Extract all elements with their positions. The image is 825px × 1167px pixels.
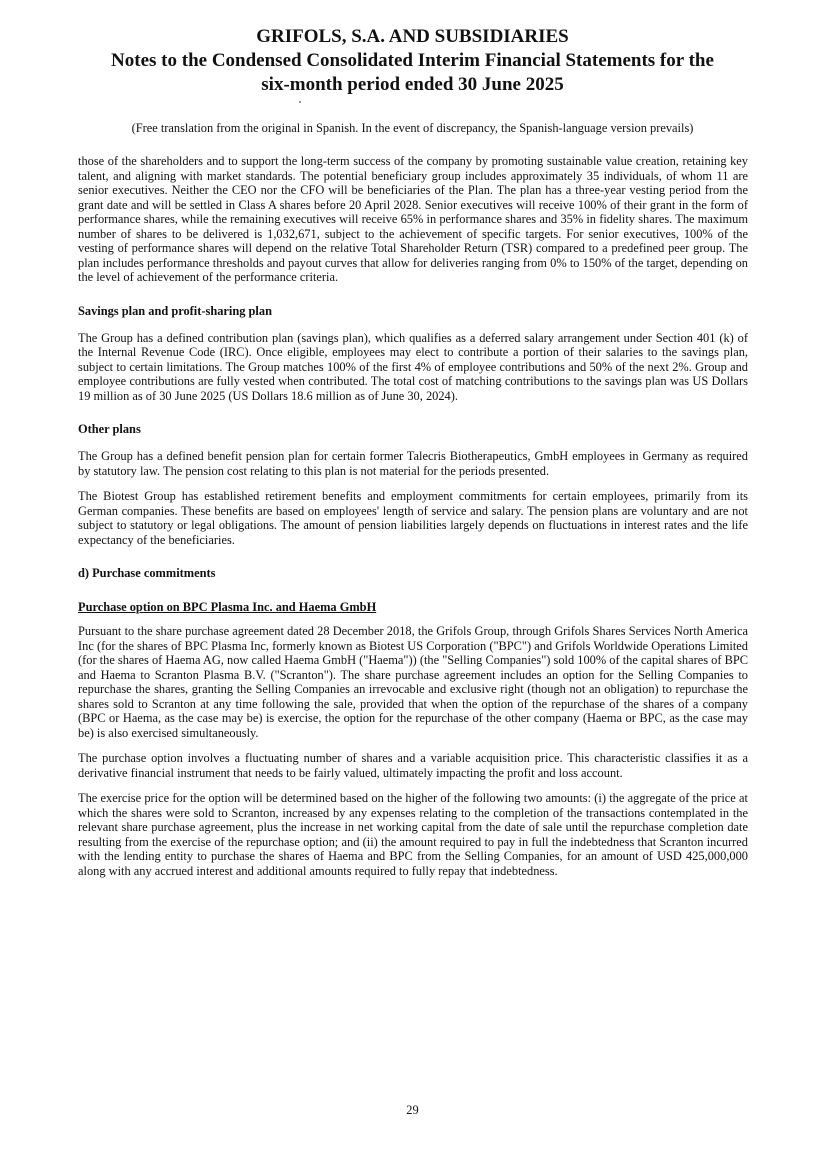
other-plans-paragraph-2: The Biotest Group has established retirement benefits and employment commitments for certain employees, primarily from its German companies. These benefits are based on employees' length of service and salary. The pension plans are voluntary and are not subject to statutory or legal obligations. The amount of pension liabilities largely depends on fluctuations in interest rates and the life expectancy of the beneficiaries. <box>78 489 748 547</box>
translation-note: (Free translation from the original in Spanish. In the event of discrepancy, the Spanish-language version prevails) <box>131 121 694 135</box>
page-number: 29 <box>406 1103 419 1117</box>
intro-paragraph: those of the shareholders and to support the long-term success of the company by promoting sustainable value creation, retaining key talent, and aligning with market standards. The potential beneficiary group includes approximately 35 individuals, of whom 11 are senior executives. Neither the CEO nor the CFO will be beneficiaries of the Plan. The plan has a three-year vesting period from the grant date and will be settled in Class A shares before 20 April 2028. Senior executives will receive 100% of their grant in the form of performance shares, while the remaining executives will receive 65% in performance shares and 35% in fidelity shares. The maximum number of shares to be delivered is 1,032,671, subject to the achievement of specific targets. For senior executives, 100% of the vesting of performance shares will depend on the relative Total Shareholder Return (TSR) compared to a predefined peer group. The plan includes performance thresholds and payout curves that allow for deliveries ranging from 0% to 150% of the target, depending on the level of achievement of the performance criteria. <box>78 154 748 284</box>
page-content <box>78 154 748 878</box>
header-company: GRIFOLS, S.A. AND SUBSIDIARIES <box>256 26 569 47</box>
header-title-line-2: six-month period ended 30 June 2025 <box>261 74 564 95</box>
purchase-option-heading: Purchase option on BPC Plasma Inc. and Haema GmbH <box>78 600 377 614</box>
purchase-option-paragraph-3: The exercise price for the option will be determined based on the higher of the following two amounts: (i) the aggregate of the price at which the shares were sold to Scranton, increased by any expenses relating to the completion of the transactions contemplated in the relevant share purchase agreement, plus the increase in net working capital from the date of sale until the repurchase completion date resulting from the exercise of the repurchase option; and (ii) the amount required to pay in full the indebtedness that Scranton incurred with the lending entity to purchase the shares of Haema and BPC from the Selling Companies, for an amount of USD 425,000,000 along with any accrued interest and additional amounts required to fully repay that indebtedness. <box>78 791 748 878</box>
header-title-line-1: Notes to the Condensed Consolidated Interim Financial Statements for the <box>111 50 714 71</box>
decorative-dot <box>299 101 301 103</box>
purchase-option-paragraph-2: The purchase option involves a fluctuating number of shares and a variable acquisition price. This characteristic classifies it as a derivative financial instrument that needs to be fairly valued, ultimately impacting the profit and loss account. <box>78 751 748 780</box>
other-plans-paragraph-1: The Group has a defined benefit pension plan for certain former Talecris Biotherapeutics, GmbH employees in Germany as required by statutory law. The pension cost relating to this plan is not material for the periods presented. <box>78 449 748 478</box>
savings-plan-paragraph: The Group has a defined contribution plan (savings plan), which qualifies as a deferred salary arrangement under Section 401 (k) of the Internal Revenue Code (IRC). Once eligible, employees may elect to contribute a portion of their salaries to the savings plan, subject to certain limitations. The Group matches 100% of the first 4% of employee contributions and 50% of the next 2%. Group and employee contributions are fully vested when contributed. The total cost of matching contributions to the savings plan was US Dollars 19 million as of 30 June 2025 (US Dollars 18.6 million as of June 30, 2024). <box>78 330 748 403</box>
other-plans-heading: Other plans <box>78 422 141 436</box>
savings-plan-heading: Savings plan and profit-sharing plan <box>78 303 272 318</box>
purchase-option-paragraph-1: Pursuant to the share purchase agreement dated 28 December 2018, the Grifols Group, through Grifols Shares Services North America Inc (for the shares of BPC Plasma Inc, formerly known as Biotest US Corporation ("BPC") and Grifols Worldwide Operations Limited (for the shares of Haema AG, now called Haema GmbH ("Haema")) (the "Selling Companies") sold 100% of the capital shares of BPC and Haema to Scranton Plasma B.V. ("Scranton"). The share purchase agreement includes an option for the Selling Companies to repurchase the shares, granting the Selling Companies an irrevocable and exclusive right (though not an obligation) to repurchase the shares sold to Scranton at any time following the sale, provided that when the option of the repurchase of the shares of a company (BPC or Haema, as the case may be) is exercise, the option for the repurchase of the other company (Haema or BPC, as the case may be) is also exercised simultaneously. <box>78 624 748 740</box>
purchase-commitments-heading: d) Purchase commitments <box>78 566 216 580</box>
